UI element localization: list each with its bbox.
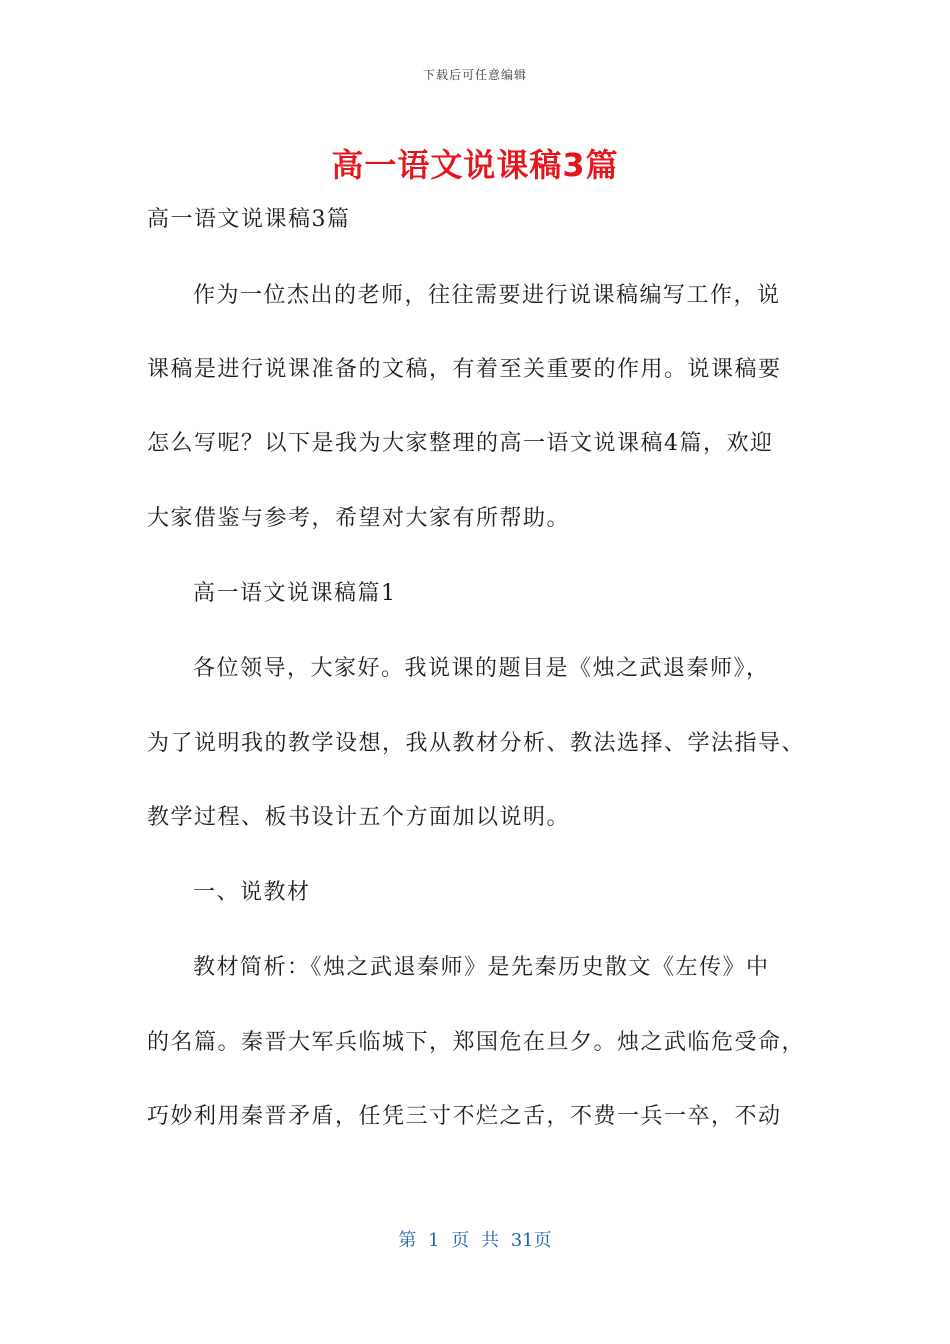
paragraph-line: 教学过程、板书设计五个方面加以说明。 — [147, 805, 571, 830]
document-title: 高一语文说课稿3篇 — [331, 146, 619, 184]
header-note: 下载后可任意编辑 — [422, 68, 527, 82]
paragraph-line: 的名篇。秦晋大军兵临城下，郑国危在旦夕。烛之武临危受命， — [147, 1030, 806, 1055]
subtitle-line: 高一语文说课稿3篇 — [147, 207, 351, 232]
paragraph-line: 各位领导，大家好。我说课的题目是《烛之武退秦师》， — [193, 656, 770, 681]
paragraph-line: 为了说明我的教学设想，我从教材分析、教法选择、学法指导、 — [147, 731, 806, 756]
paragraph-line: 大家借鉴与参考，希望对大家有所帮助。 — [147, 506, 571, 531]
paragraph-line: 怎么写呢？以下是我为大家整理的高一语文说课稿4篇，欢迎 — [147, 431, 774, 456]
paragraph-line: 教材简析：《烛之武退秦师》是先秦历史散文《左传》中 — [193, 955, 770, 980]
paragraph-line: 作为一位杰出的老师，往往需要进行说课稿编写工作，说 — [193, 283, 781, 308]
paragraph-line: 课稿是进行说课准备的文稿，有着至关重要的作用。说课稿要 — [147, 357, 782, 382]
section-heading: 高一语文说课稿篇1 — [193, 581, 397, 606]
section-heading: 一、说教材 — [193, 880, 311, 905]
page-footer: 第 1 页 共 31页 — [398, 1230, 552, 1251]
paragraph-line: 巧妙利用秦晋矛盾，任凭三寸不烂之舌，不费一兵一卒，不动 — [147, 1104, 782, 1129]
